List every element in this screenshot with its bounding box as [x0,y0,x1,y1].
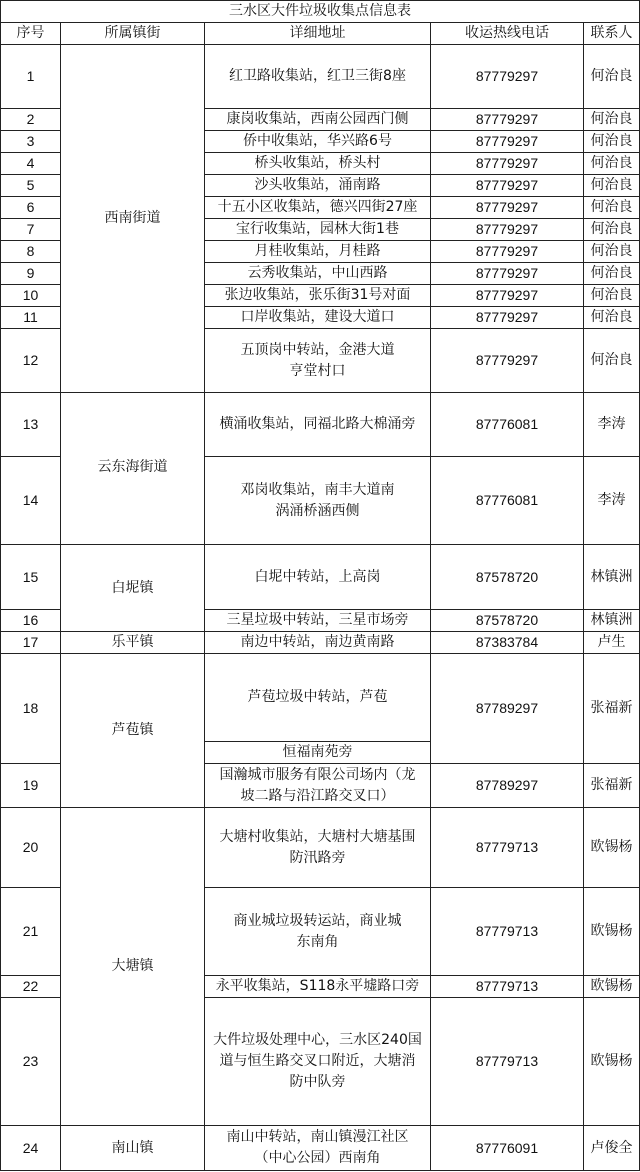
contact-cell: 张福新 [584,764,640,808]
address-cell: 白坭中转站，上高岗 [205,545,431,610]
table-row [1,1126,640,1171]
phone-cell: 87779297 [431,329,584,393]
phone-cell: 87779297 [431,219,584,241]
address-cell: 永平收集站，S118永平墟路口旁 [205,976,431,998]
phone-cell: 87578720 [431,545,584,610]
district-cell: 乐平镇 [61,632,205,654]
phone-cell: 87779297 [431,45,584,109]
district-cell: 白坭镇 [61,545,205,632]
phone-cell: 87779713 [431,998,584,1126]
district-cell: 南山镇 [61,1126,205,1171]
contact-cell: 何治良 [584,307,640,329]
address-cell: 月桂收集站，月桂路 [205,241,431,263]
contact-cell: 欧锡杨 [584,808,640,888]
phone-cell: 87776081 [431,457,584,545]
phone-cell: 87789297 [431,764,584,808]
contact-cell: 林镇洲 [584,610,640,632]
contact-cell: 李涛 [584,393,640,457]
row-number: 21 [1,888,61,976]
address-cell: 三星垃圾中转站，三星市场旁 [205,610,431,632]
address-cell: 南边中转站，南边黄南路 [205,632,431,654]
table-row [1,808,640,888]
contact-cell: 李涛 [584,457,640,545]
phone-cell: 87779297 [431,241,584,263]
contact-cell: 卢生 [584,632,640,654]
header-district: 所属镇街 [61,23,205,45]
contact-cell: 欧锡杨 [584,888,640,976]
phone-cell: 87779713 [431,808,584,888]
contact-cell: 何治良 [584,45,640,109]
address-cell: 红卫路收集站，红卫三街8座 [205,45,431,109]
address-cell: 大塘村收集站，大塘村大塘基围 防汛路旁 [205,808,431,888]
contact-cell: 何治良 [584,153,640,175]
table-row [1,632,640,654]
header-contact: 联系人 [584,23,640,45]
contact-cell: 何治良 [584,263,640,285]
address-cell: 云秀收集站，中山西路 [205,263,431,285]
table-title: 三水区大件垃圾收集点信息表 [1,1,640,23]
row-number: 9 [1,263,61,285]
row-number: 1 [1,45,61,109]
address-cell: 大件垃圾处理中心，三水区240国 道与恒生路交叉口附近，大塘消 防中队旁 [205,998,431,1126]
contact-cell: 何治良 [584,109,640,131]
phone-cell: 87779297 [431,153,584,175]
contact-cell: 林镇洲 [584,545,640,610]
address-cell: 口岸收集站，建设大道口 [205,307,431,329]
row-number: 4 [1,153,61,175]
phone-cell: 87779297 [431,131,584,153]
address-cell: 横涌收集站，同福北路大棉涌旁 [205,393,431,457]
contact-cell: 何治良 [584,329,640,393]
district-cell: 西南街道 [61,45,205,393]
phone-cell: 87779713 [431,888,584,976]
phone-cell: 87779297 [431,197,584,219]
phone-cell: 87776091 [431,1126,584,1171]
address-cell: 桥头收集站，桥头村 [205,153,431,175]
row-number: 24 [1,1126,61,1171]
district-cell: 芦苞镇 [61,654,205,808]
contact-cell: 欧锡杨 [584,976,640,998]
row-number: 16 [1,610,61,632]
address-cell: 商业城垃圾转运站，商业城 东南角 [205,888,431,976]
address-cell: 侨中收集站，华兴路6号 [205,131,431,153]
district-cell: 云东海街道 [61,393,205,545]
table-row [1,393,640,457]
header-phone: 收运热线电话 [431,23,584,45]
phone-cell: 87779297 [431,285,584,307]
row-number: 19 [1,764,61,808]
phone-cell: 87779297 [431,307,584,329]
address-cell-continued: 恒福南苑旁 [205,742,431,764]
contact-cell: 何治良 [584,131,640,153]
phone-cell: 87779297 [431,175,584,197]
contact-cell: 何治良 [584,285,640,307]
phone-cell: 87776081 [431,393,584,457]
phone-cell: 87779297 [431,109,584,131]
table-row [1,545,640,610]
row-number: 8 [1,241,61,263]
address-cell: 南山中转站，南山镇漫江社区 （中心公园）西南角 [205,1126,431,1171]
contact-cell: 何治良 [584,175,640,197]
contact-cell: 何治良 [584,197,640,219]
table-row [1,45,640,109]
address-cell: 沙头收集站，涌南路 [205,175,431,197]
title-row [1,1,640,23]
header-address: 详细地址 [205,23,431,45]
row-number: 23 [1,998,61,1126]
contact-cell: 欧锡杨 [584,998,640,1126]
address-cell: 五顶岗中转站，金港大道 亨堂村口 [205,329,431,393]
row-number: 3 [1,131,61,153]
address-cell: 国瀚城市服务有限公司场内（龙 坡二路与沿江路交叉口） [205,764,431,808]
address-cell: 邓岗收集站，南丰大道南 涡涌桥涵西侧 [205,457,431,545]
phone-cell: 87578720 [431,610,584,632]
row-number: 17 [1,632,61,654]
row-number: 7 [1,219,61,241]
contact-cell: 何治良 [584,219,640,241]
row-number: 18 [1,654,61,764]
district-cell: 大塘镇 [61,808,205,1126]
row-number: 12 [1,329,61,393]
address-cell: 张边收集站，张乐街31号对面 [205,285,431,307]
contact-cell: 何治良 [584,241,640,263]
row-number: 15 [1,545,61,610]
contact-cell: 卢俊全 [584,1126,640,1171]
table-row [1,654,640,742]
row-number: 5 [1,175,61,197]
row-number: 20 [1,808,61,888]
phone-cell: 87779713 [431,976,584,998]
row-number: 6 [1,197,61,219]
row-number: 11 [1,307,61,329]
row-number: 14 [1,457,61,545]
phone-cell: 87779297 [431,263,584,285]
phone-cell: 87383784 [431,632,584,654]
phone-cell: 87789297 [431,654,584,764]
header-no: 序号 [1,23,61,45]
row-number: 2 [1,109,61,131]
address-cell: 十五小区收集站，德兴四街27座 [205,197,431,219]
contact-cell: 张福新 [584,654,640,764]
header-row [1,23,640,45]
address-cell: 康岗收集站，西南公园西门侧 [205,109,431,131]
address-cell: 芦苞垃圾中转站，芦苞 [205,654,431,742]
row-number: 13 [1,393,61,457]
address-cell: 宝行收集站，园林大街1巷 [205,219,431,241]
row-number: 22 [1,976,61,998]
row-number: 10 [1,285,61,307]
